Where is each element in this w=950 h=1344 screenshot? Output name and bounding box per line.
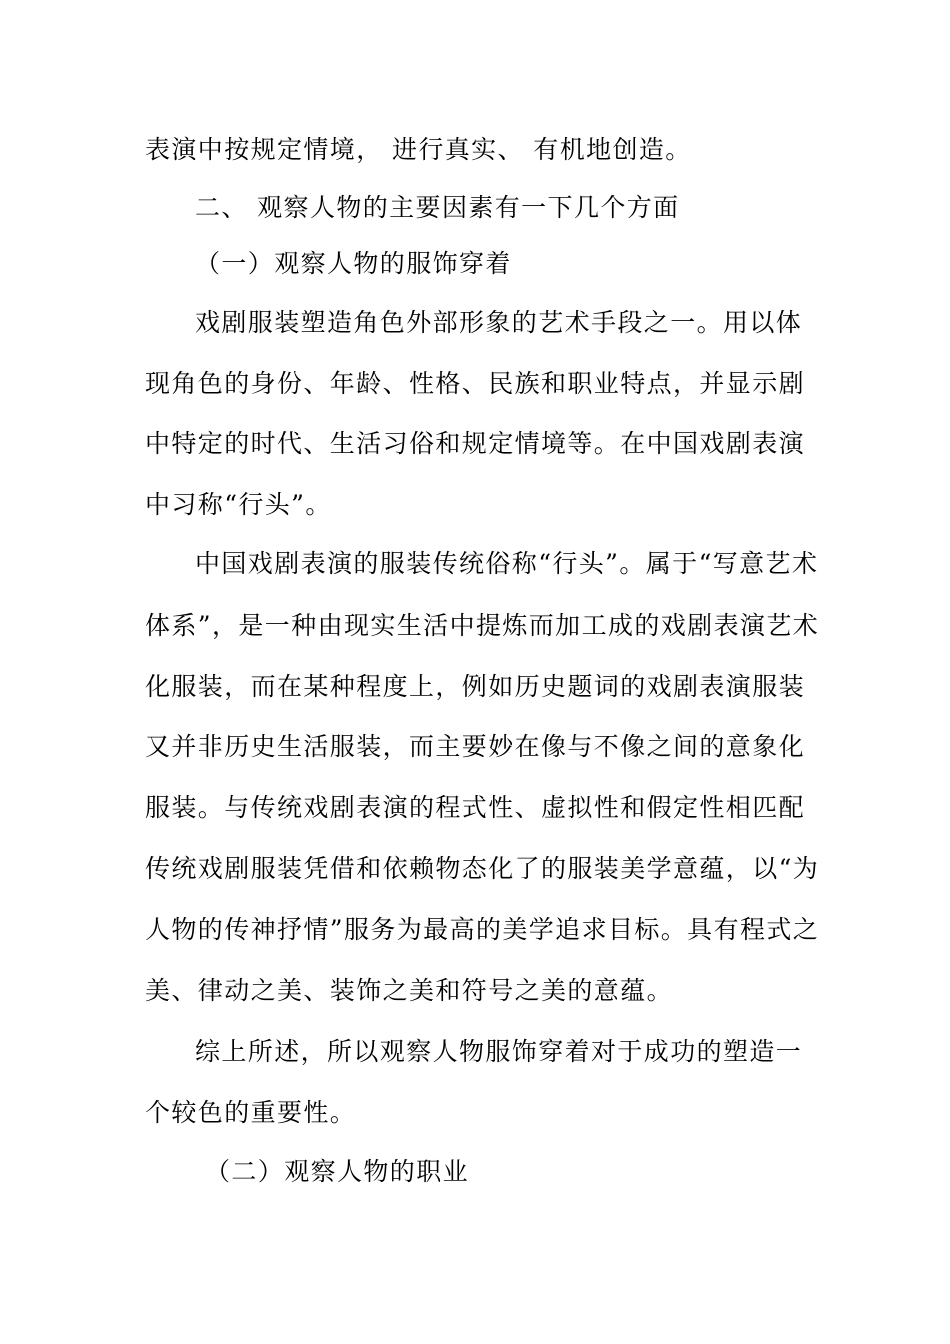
body-text-line: 化服装，而在某种程度上，例如历史题词的戏剧表演服装 xyxy=(145,672,806,701)
body-text-line: 中国戏剧表演的服装传统俗称“行头”。属于“写意艺术 xyxy=(195,549,819,578)
subsection-heading: （二）观察人物的职业 xyxy=(205,1157,470,1186)
body-text-line: 服装。与传统戏剧表演的程式性、虚拟性和假定性相匹配 xyxy=(145,793,806,822)
body-text-line: 传统戏剧服装凭借和依赖物态化了的服装美学意蕴，以“为 xyxy=(145,854,820,883)
body-text-line: 美、律动之美、装饰之美和符号之美的意蕴。 xyxy=(145,976,674,1005)
body-text-line: 综上所述，所以观察人物服饰穿着对于成功的塑造一 xyxy=(195,1037,803,1066)
body-text-line: 体系”，是一种由现实生活中提炼而加工成的戏剧表演艺术 xyxy=(145,611,820,640)
body-text-line: 个较色的重要性。 xyxy=(145,1098,357,1127)
subsection-heading: （一）观察人物的服饰穿着 xyxy=(195,249,512,278)
section-heading: 二、 观察人物的主要因素有一下几个方面 xyxy=(195,193,680,222)
body-text-line: 戏剧服装塑造角色外部形象的艺术手段之一。用以体 xyxy=(195,308,803,337)
body-text-line: 中习称“行头”。 xyxy=(145,490,332,519)
body-text-line: 又并非历史生活服装，而主要妙在像与不像之间的意象化 xyxy=(145,732,806,761)
body-text-line: 表演中按规定情境， 进行真实、 有机地创造。 xyxy=(145,135,692,164)
body-text-line: 人物的传神抒情”服务为最高的美学追求目标。具有程式之 xyxy=(145,915,820,944)
body-text-line: 现角色的身份、年龄、性格、民族和职业特点，并显示剧 xyxy=(145,369,806,398)
body-text-line: 中特定的时代、生活习俗和规定情境等。在中国戏剧表演 xyxy=(145,429,806,458)
